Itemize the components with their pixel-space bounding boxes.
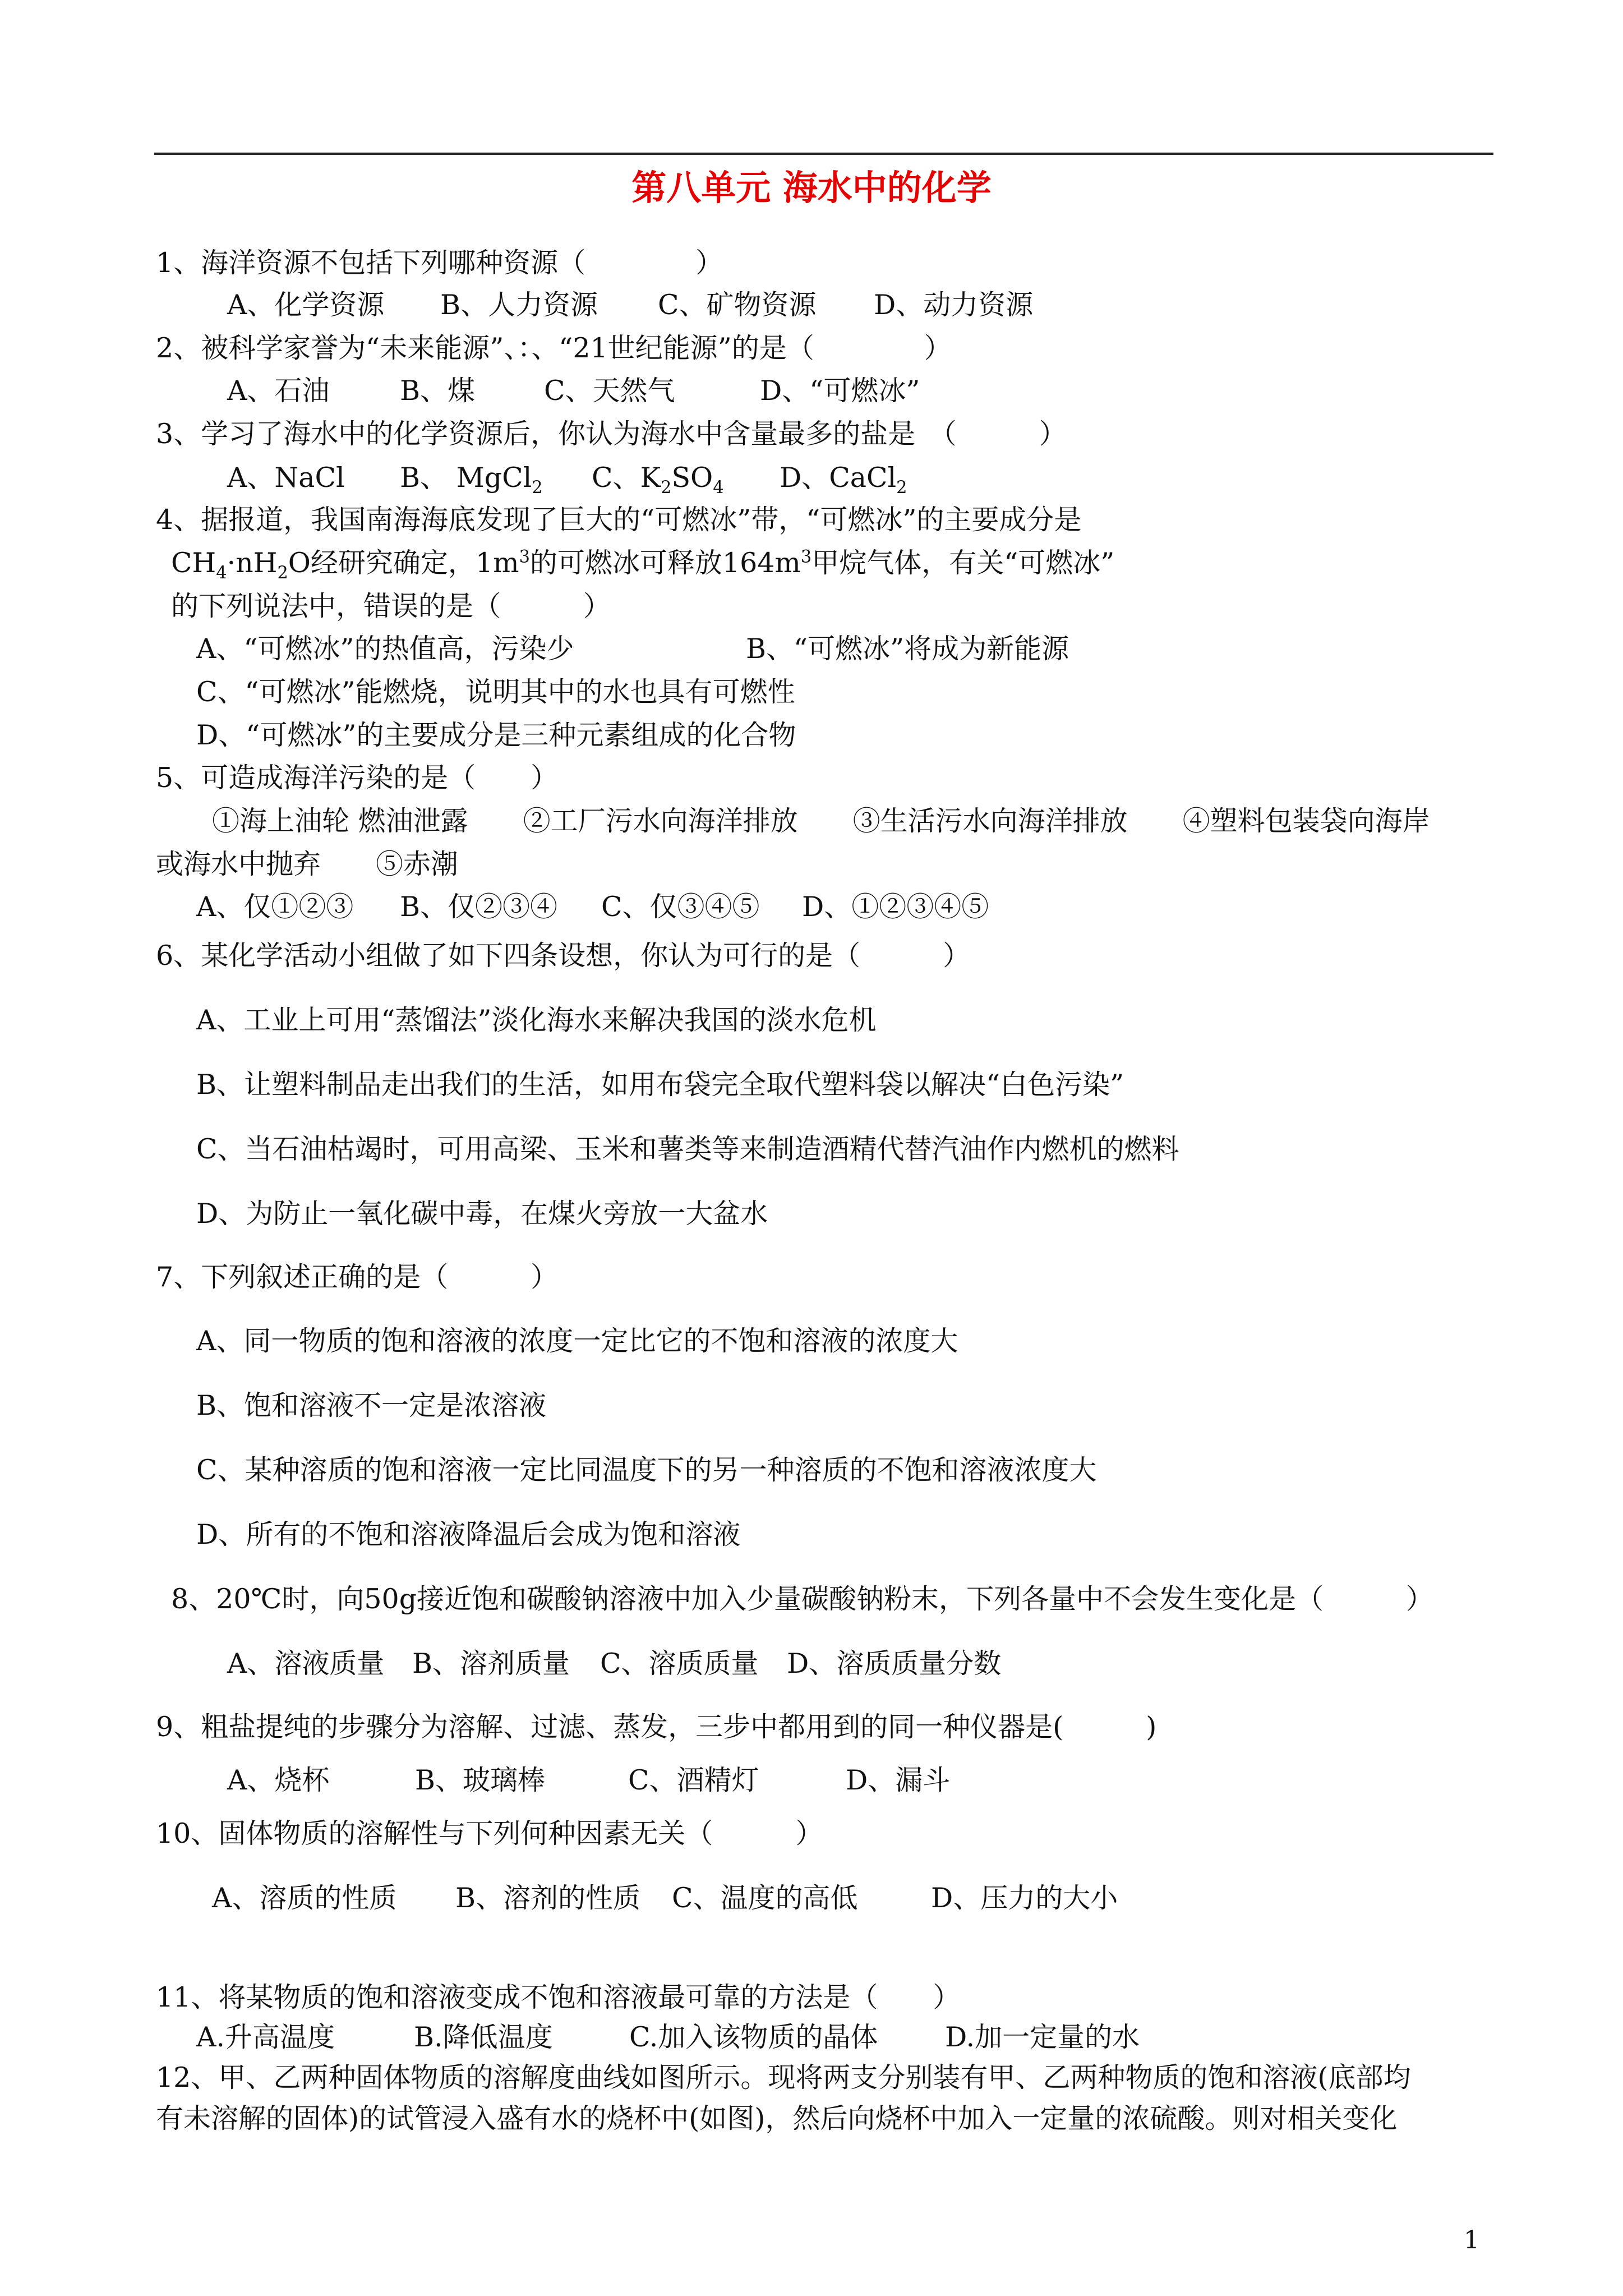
q2-option-c: C、天然气	[544, 375, 675, 407]
q1-option-a: A、化学资源	[227, 289, 385, 321]
q8-option-c: C、溶质质量	[600, 1648, 759, 1680]
q8-option-a: A、溶液质量	[227, 1648, 385, 1680]
q6-option-d: D、为防止一氧化碳中毒，在煤火旁放一大盆水	[196, 1198, 768, 1230]
question-7-stem: 7、下列叙述正确的是（ ）	[156, 1261, 559, 1293]
q8-option-d: D、溶质质量分数	[787, 1648, 1002, 1680]
page-number: 1	[1464, 2226, 1479, 2254]
q7-option-d: D、所有的不饱和溶液降温后会成为饱和溶液	[196, 1519, 741, 1550]
question-5-stem: 5、可造成海洋污染的是（ ）	[156, 762, 559, 794]
q11-option-a: A.升高温度	[196, 2021, 335, 2053]
q7-option-c: C、某种溶质的饱和溶液一定比同温度下的另一种溶质的不饱和溶液浓度大	[196, 1454, 1097, 1486]
question-4-line-3: 的下列说法中，错误的是（ ）	[171, 590, 611, 622]
q4-option-a: A、“可燃冰”的热值高，污染少	[196, 633, 574, 665]
q2-option-b: B、煤	[400, 375, 476, 407]
q2-option-d: D、“可燃冰”	[760, 375, 920, 407]
question-12-line-1: 12、甲、乙两种固体物质的溶解度曲线如图所示。现将两支分别装有甲、乙两种物质的饱和溶液(底部均	[156, 2062, 1411, 2093]
q3-option-b: B、 MgCl$_2$	[400, 462, 543, 498]
q2-option-a: A、石油	[227, 375, 330, 407]
q1-option-b: B、人力资源	[440, 289, 598, 321]
q11-option-d: D.加一定量的水	[945, 2021, 1140, 2053]
q9-option-c: C、酒精灯	[628, 1764, 759, 1796]
q6-option-b: B、让塑料制品走出我们的生活，如用布袋完全取代塑料袋以解决“白色污染”	[196, 1069, 1124, 1101]
question-9-stem: 9、粗盐提纯的步骤分为溶解、过滤、蒸发，三步中都用到的同一种仪器是( )	[156, 1711, 1157, 1743]
q10-option-d: D、压力的大小	[931, 1882, 1118, 1914]
q4-option-c: C、“可燃冰”能燃烧，说明其中的水也具有可燃性	[196, 676, 795, 708]
q3-option-d: D、CaCl$_2$	[780, 462, 907, 498]
q9-option-d: D、漏斗	[846, 1764, 951, 1796]
page-title: 第八单元 海水中的化学	[631, 167, 992, 208]
q9-option-b: B、玻璃棒	[415, 1764, 546, 1796]
q5-option-c: C、仅③④⑤	[601, 891, 760, 923]
question-3-stem: 3、学习了海水中的化学资源后，你认为海水中含量最多的盐是 （ ）	[156, 418, 1067, 450]
q3-option-a: A、NaCl	[227, 462, 345, 494]
q10-option-b: B、溶剂的性质	[455, 1882, 641, 1914]
q5-option-d: D、①②③④⑤	[802, 891, 989, 923]
q10-option-a: A、溶质的性质	[212, 1882, 397, 1914]
q11-option-c: C.加入该物质的晶体	[629, 2021, 878, 2053]
question-6-stem: 6、某化学活动小组做了如下四条设想，你认为可行的是（ ）	[156, 940, 971, 972]
question-4-line-2: $CH_4\cdot nH_2O$经研究确定，$1m^3$的可燃冰可释放$164m^3$甲烷气体，有关“可燃冰”	[171, 547, 1115, 583]
q1-option-d: D、动力资源	[874, 289, 1034, 321]
question-1-stem: 1、海洋资源不包括下列哪种资源（ ）	[156, 247, 723, 279]
question-8-stem: 8、20℃时，向50g接近饱和碳酸钠溶液中加入少量碳酸钠粉末，下列各量中不会发生变化是（ ）	[171, 1583, 1434, 1615]
q9-option-a: A、烧杯	[227, 1764, 330, 1796]
question-5-line-2: ①海上油轮 燃油泄露 ②工厂污水向海洋排放 ③生活污水向海洋排放 ④塑料包装袋向海岸	[212, 805, 1430, 837]
q11-option-b: B.降低温度	[414, 2021, 553, 2053]
q10-option-c: C、温度的高低	[672, 1882, 858, 1914]
q3-option-c: C、$K_2SO_4$	[592, 462, 724, 498]
q7-option-a: A、同一物质的饱和溶液的浓度一定比它的不饱和溶液的浓度大	[196, 1325, 958, 1357]
q4-option-b: B、“可燃冰”将成为新能源	[746, 633, 1069, 665]
question-11-stem: 11、将某物质的饱和溶液变成不饱和溶液最可靠的方法是（ ）	[156, 1981, 961, 2013]
question-5-line-3: 或海水中抛弃 ⑤赤潮	[156, 848, 459, 880]
question-10-stem: 10、固体物质的溶解性与下列何种因素无关（ ）	[156, 1818, 823, 1849]
q4-option-d: D、“可燃冰”的主要成分是三种元素组成的化合物	[196, 719, 796, 751]
q8-option-b: B、溶剂质量	[412, 1648, 570, 1680]
q7-option-b: B、饱和溶液不一定是浓溶液	[196, 1389, 547, 1421]
q1-option-c: C、矿物资源	[658, 289, 817, 321]
q5-option-b: B、仅②③④	[400, 891, 558, 923]
q6-option-c: C、当石油枯竭时，可用高梁、玉米和薯类等来制造酒精代替汽油作内燃机的燃料	[196, 1133, 1179, 1165]
question-12-line-2: 有未溶解的固体)的试管浸入盛有水的烧杯中(如图)，然后向烧杯中加入一定量的浓硫酸。则对相关变化	[156, 2102, 1398, 2134]
header-rule	[154, 153, 1493, 155]
q5-option-a: A、仅①②③	[196, 891, 354, 923]
q6-option-a: A、工业上可用“蒸馏法”淡化海水来解决我国的淡水危机	[196, 1004, 877, 1036]
question-2-stem: 2、被科学家誉为“未来能源”、：、“21世纪能源”的是（ ）	[156, 332, 952, 364]
question-4-stem: 4、据报道，我国南海海底发现了巨大的“可燃冰”带，“可燃冰”的主要成分是	[156, 504, 1082, 536]
